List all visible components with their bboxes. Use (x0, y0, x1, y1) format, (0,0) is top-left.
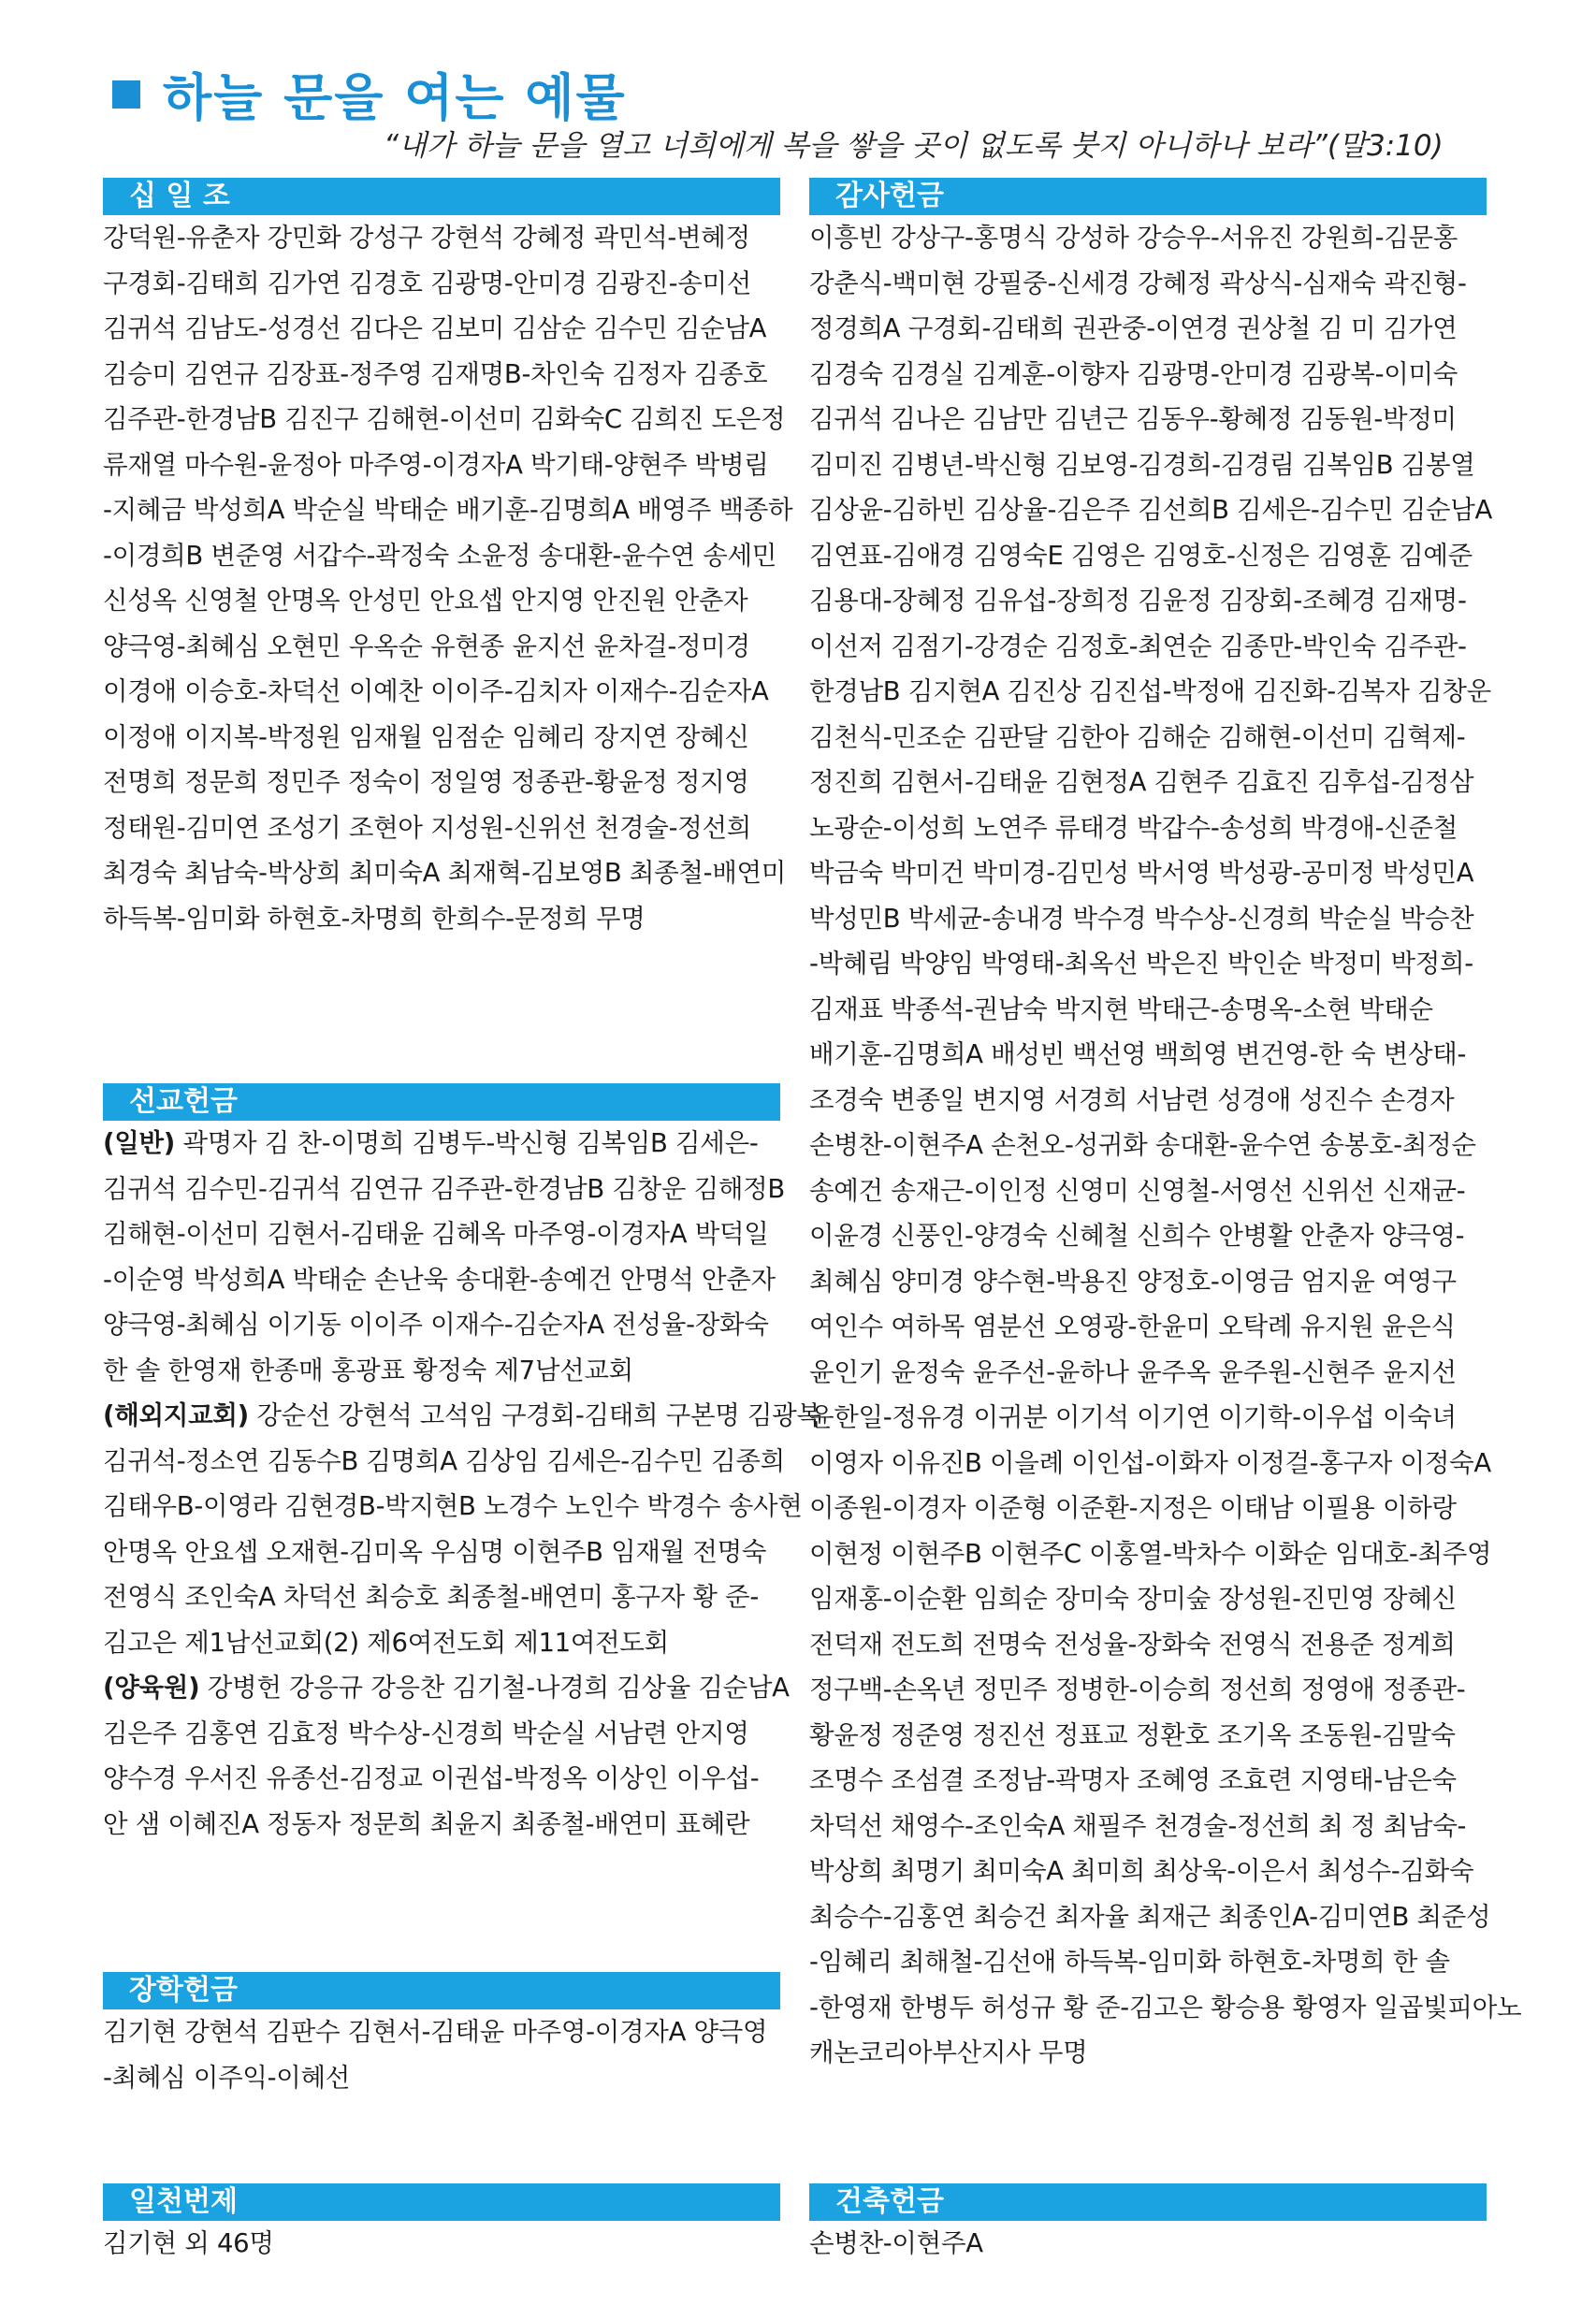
section-thousand (103, 2183, 780, 2267)
name-line: 이윤경 신풍인-양경숙 신혜철 신희수 안병활 안춘자 양극영- (809, 1221, 1465, 1251)
name-line: 이선저 김점기-강경순 김정호-최연순 김종만-박인숙 김주관- (809, 631, 1467, 661)
name-line: 여인수 여하목 염분선 오영광-한윤미 오탁례 유지원 윤은식 (809, 1312, 1456, 1341)
name-line (103, 1257, 780, 1303)
scripture-quote: “내가 하늘 문을 열고 너희에게 복을 쌓을 곳이 없도록 붓지 아니하나 보라”(말3:10) (384, 129, 1444, 163)
name-line (103, 1802, 780, 1848)
name-text: 안명옥 안요셉 오재현-김미옥 우심명 이현주B 임재월 전명숙 (103, 1536, 767, 1567)
name-line: 김기현 강현석 김판수 김현서-김태윤 마주영-이경자A 양극영 (103, 2017, 768, 2047)
thousand-name-list (103, 2221, 780, 2267)
name-line: 김귀석 김나은 김남만 김년근 김동우-황혜정 김동원-박정미 (809, 404, 1457, 434)
name-line: 김상윤-김하빈 김상율-김은주 김선희B 김세은-김수민 김순남A (809, 495, 1493, 525)
section-heading-scholarship: 장학헌금 (103, 1972, 780, 2009)
title-row (112, 58, 1497, 130)
name-line: -한영재 한병두 허성규 황 준-김고은 황승용 황영자 일곱빛피아노 (809, 1992, 1522, 2023)
name-line: 강춘식-백미현 강필중-신세경 강혜정 곽상식-심재숙 곽진형- (809, 268, 1467, 298)
name-line: 이경애 이승호-차덕선 이예찬 이이주-김치자 이재수-김순자A (103, 676, 769, 706)
name-line (103, 1302, 780, 1348)
name-text: 곽명자 김 찬-이명희 김병두-박신형 김복임B 김세은- (175, 1128, 759, 1158)
title-bullet-square (112, 80, 140, 109)
name-line: 양극영-최혜심 오현민 우옥순 유현종 윤지선 윤차걸-정미경 (103, 631, 750, 661)
name-text: 한 솔 한영재 한종매 홍광표 황정숙 제7남선교회 (103, 1355, 633, 1385)
name-line: 정경희A 구경회-김태희 권관중-이연경 권상철 김 미 김가연 (809, 313, 1458, 343)
name-line (103, 1211, 780, 1257)
name-text: 김귀석-정소연 김동수B 김명희A 김상임 김세은-김수민 김종희 (103, 1445, 785, 1476)
name-text: 양수경 우서진 유종선-김정교 이권섭-박정옥 이상인 이우섭- (103, 1763, 760, 1793)
section-heading-mission: 선교헌금 (103, 1083, 780, 1121)
name-line: 김주관-한경남B 김진구 김해현-이선미 김화숙C 김희진 도은정 (103, 404, 786, 434)
name-line: -이경희B 변준영 서갑수-곽정숙 소윤정 송대환-윤수연 송세민 (103, 540, 777, 571)
name-line (103, 1620, 780, 1666)
name-line: 배기훈-김명희A 배성빈 백선영 백희영 변건영-한 숙 변상태- (809, 1039, 1467, 1069)
name-line: 이현정 이현주B 이현주C 이홍열-박차수 이화순 임대호-최주영 (809, 1538, 1492, 1569)
name-line: 김천식-민조순 김판달 김한아 김해순 김해현-이선미 김혁제- (809, 721, 1466, 752)
scholarship-name-list (103, 2009, 780, 2100)
name-line: -박혜림 박양임 박영태-최옥선 박은진 박인순 박정미 박정희- (809, 949, 1473, 979)
name-line (103, 1574, 780, 1620)
section-building (809, 2183, 1487, 2267)
section-heading-thousand: 일천번제 (103, 2183, 780, 2221)
name-line: 최혜심 양미경 양수현-박용진 양정호-이영금 엄지윤 여영구 (809, 1266, 1457, 1297)
tithe-name-list (103, 215, 793, 941)
name-text: 김태우B-이영라 김현경B-박지현B 노경수 노인수 박경수 송사현 (103, 1491, 803, 1521)
name-line (103, 1439, 785, 1485)
name-line: 정구백-손옥년 정민주 정병한-이승희 정선희 정영애 정종관- (809, 1675, 1466, 1704)
section-tithe (103, 178, 793, 941)
name-line: 윤인기 윤정숙 윤주선-윤하나 윤주옥 윤주원-신현주 윤지선 (809, 1356, 1457, 1387)
name-line: 송예건 송재근-이인정 신영미 신영철-서영선 신위선 신재균- (809, 1175, 1466, 1206)
name-line: 최경숙 최남숙-박상희 최미숙A 최재혁-김보영B 최종철-배연미 (103, 858, 787, 888)
name-line: 구경회-김태희 김가연 김경호 김광명-안미경 김광진-송미선 (103, 268, 751, 298)
category-tag: (양육원) (103, 1673, 200, 1703)
thanks-name-list (809, 215, 1522, 2076)
name-text: 강순선 강현석 고석임 구경회-김태희 구본명 김광복 (248, 1400, 821, 1430)
name-line (103, 1167, 785, 1212)
name-line: 전덕재 전도희 전명숙 전성율-장화숙 전영식 전용준 정계희 (809, 1629, 1456, 1660)
section-heading-thanks: 감사헌금 (809, 178, 1487, 215)
name-line: 박성민B 박세균-송내경 박수경 박수상-신경희 박순실 박승찬 (809, 903, 1474, 934)
name-line (103, 1348, 780, 1394)
name-line: 김귀석 김남도-성경선 김다은 김보미 김삼순 김수민 김순남A (103, 313, 767, 343)
name-line: 임재홍-이순환 임희순 장미숙 장미숲 장성원-진민영 장혜신 (809, 1584, 1457, 1614)
name-line: 류재열 마수원-윤정아 마주영-이경자A 박기태-양현주 박병림 (103, 449, 769, 480)
name-line: 조명수 조섬결 조정남-곽명자 조혜영 조효련 지영태-남은숙 (809, 1765, 1457, 1795)
category-tag: (일반) (103, 1128, 176, 1158)
name-line (103, 1484, 803, 1530)
mission-name-list (103, 1121, 821, 1847)
name-line: -최혜심 이주익-이혜선 (103, 2062, 351, 2093)
section-heading-tithe: 십 일 조 (103, 178, 780, 215)
name-line: -지혜금 박성희A 박순실 박태순 배기훈-김명희A 배영주 백종하 (103, 495, 793, 525)
building-name-list (809, 2221, 1487, 2267)
name-line (103, 1121, 780, 1167)
name-line (103, 1530, 780, 1575)
name-line: 노광순-이성희 노연주 류태경 박갑수-송성희 박경애-신준철 (809, 812, 1458, 843)
name-line: 신성옥 신영철 안명옥 안성민 안요셉 안지영 안진원 안춘자 (103, 586, 748, 616)
page-title: 하늘 문을 여는 예물 (163, 68, 627, 127)
name-line: 김용대-장혜정 김유섭-장희정 김윤정 김장회-조혜경 김재명- (809, 586, 1467, 616)
name-line: 한경남B 김지현A 김진상 김진섭-박정애 김진화-김복자 김창운 (809, 676, 1491, 706)
name-line: 이정애 이지복-박정원 임재월 임점순 임혜리 장지연 장혜신 (103, 721, 749, 752)
name-line: 황윤정 정준영 정진선 정표교 정환호 조기옥 조동원-김말숙 (809, 1719, 1456, 1750)
name-line: 정태원-김미연 조성기 조현아 지성원-신위선 천경술-정선희 (103, 812, 751, 843)
name-text: 강병헌 강응규 강응찬 김기철-나경희 김상율 김순남A (199, 1673, 790, 1703)
category-tag: (해외지교회) (103, 1400, 249, 1430)
page-header (112, 58, 1497, 163)
name-line (103, 1756, 780, 1802)
name-text: 김귀석 김수민-김귀석 김연규 김주관-한경남B 김창운 김해정B (103, 1173, 785, 1204)
name-text: -이순영 박성희A 박태순 손난욱 송대환-송예건 안명석 안춘자 (103, 1264, 776, 1295)
name-line: 캐논코리아부산지사 무명 (809, 2037, 1088, 2067)
name-line: 김승미 김연규 김장표-정주영 김재명B-차인숙 김정자 김종호 (103, 358, 768, 389)
name-line: 김연표-김애경 김영숙E 김영은 김영호-신정은 김영훈 김예준 (809, 540, 1473, 571)
name-line: 박상희 최명기 최미숙A 최미희 최상욱-이은서 최성수-김화숙 (809, 1856, 1474, 1886)
name-line (103, 1711, 780, 1757)
name-text: 김은주 김홍연 김효정 박수상-신경희 박순실 서남련 안지영 (103, 1718, 749, 1748)
name-line: 김경숙 김경실 김계훈-이향자 김광명-안미경 김광복-이미숙 (809, 358, 1458, 389)
name-line: 차덕선 채영수-조인숙A 채필주 천경술-정선희 최 정 최남숙- (809, 1810, 1467, 1841)
name-text: 김해현-이선미 김현서-김태윤 김혜옥 마주영-이경자A 박덕일 (103, 1219, 769, 1249)
name-line (103, 1665, 790, 1711)
name-line: 하득복-임미화 하현호-차명희 한희수-문정희 무명 (103, 903, 646, 934)
section-thanks (809, 178, 1522, 2076)
name-line: 최승수-김홍연 최승건 최자율 최재근 최종인A-김미연B 최준성 (809, 1901, 1491, 1932)
name-text: 김고은 제1남선교회(2) 제6여전도회 제11여전도회 (103, 1627, 669, 1658)
section-scholarship (103, 1972, 780, 2100)
name-line: 이영자 이유진B 이을례 이인섭-이화자 이정걸-홍구자 이정숙A (809, 1447, 1491, 1478)
name-text: 양극영-최혜심 이기동 이이주 이재수-김순자A 전성율-장화숙 (103, 1310, 769, 1340)
section-mission (103, 1083, 821, 1847)
name-line (103, 1393, 821, 1439)
name-line: 박금숙 박미건 박미경-김민성 박서영 박성광-공미정 박성민A (809, 858, 1474, 888)
name-line: 손병찬-이현주A (809, 2228, 983, 2258)
name-line: 김기현 외 46명 (103, 2228, 274, 2258)
name-line: 김재표 박종석-권남숙 박지현 박태근-송명옥-소현 박태순 (809, 993, 1433, 1024)
name-line: 이흥빈 강상구-홍명식 강성하 강승우-서유진 강원희-김문홍 (809, 223, 1458, 253)
name-line: 이종원-이경자 이준형 이준환-지정은 이태남 이필용 이하랑 (809, 1493, 1457, 1523)
name-line: 강덕원-유춘자 강민화 강성구 강현석 강혜정 곽민석-변혜정 (103, 223, 750, 253)
name-line: 김미진 김병년-박신형 김보영-김경희-김경림 김복임B 김봉열 (809, 449, 1475, 480)
name-line: -임혜리 최해철-김선애 하득복-임미화 하현호-차명희 한 솔 (809, 1947, 1450, 1977)
name-line: 전명희 정문희 정민주 정숙이 정일영 정종관-황윤정 정지영 (103, 767, 749, 797)
name-line: 조경숙 변종일 변지영 서경희 서남련 성경애 성진수 손경자 (809, 1084, 1455, 1115)
name-line: 정진희 김현서-김태윤 김현정A 김현주 김효진 김후섭-김정삼 (809, 767, 1474, 797)
name-line: 손병찬-이현주A 손천오-성귀화 송대환-윤수연 송봉호-최정순 (809, 1130, 1476, 1160)
name-text: 전영식 조인숙A 차덕선 최승호 최종철-배연미 홍구자 황 준- (103, 1582, 759, 1612)
section-heading-building: 건축헌금 (809, 2183, 1487, 2221)
name-text: 안 샘 이혜진A 정동자 정문희 최윤지 최종철-배연미 표혜란 (103, 1808, 750, 1839)
name-line: 윤한일-정유경 이귀분 이기석 이기연 이기학-이우섭 이숙녀 (809, 1402, 1457, 1432)
